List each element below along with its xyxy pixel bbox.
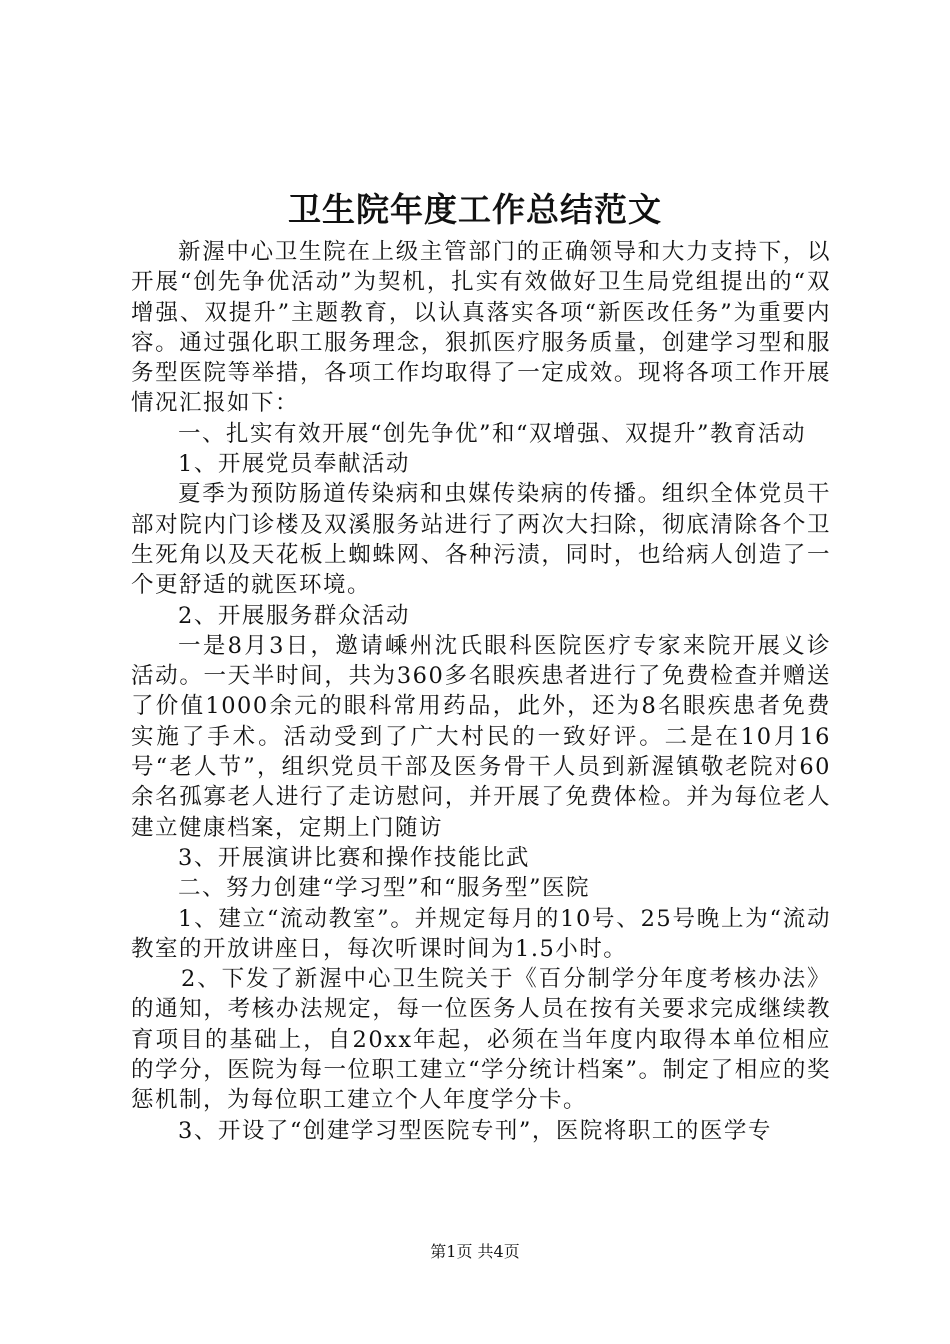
section-heading-2: 二、努力创建“学习型”和“服务型”医院 [178, 875, 591, 902]
paragraph-1-1: 夏季为预防肠道传染病和虫媒传染病的传播。组织全体党员干部对院内门诊楼及双溪服务站进行了两次大扫除，彻底清除各个卫生死角以及天花板上蜘蛛网、各种污渍，同时，也给病人创造了一个更舒适的就医环境。 [131, 481, 831, 599]
paragraph-2-2: 2、下发了新渥中心卫生院关于《百分制学分年度考核办法》的通知，考核办法规定，每一位医务人员在按有关要求完成继续教育项目的基础上，自20xx年起，必须在当年度内取得本单位相应的学分，医院为每一位职工建立“学分统计档案”。制定了相应的奖惩机制，为每位职工建立个人年度学分卡。 [131, 966, 831, 1114]
paragraph-2-3: 3、开设了“创建学习型医院专刊”，医院将职工的医学专 [178, 1117, 772, 1144]
paragraph-1-2: 一是8月3日，邀请嵊州沈氏眼科医院医疗专家来院开展义诊活动。一天半时间，共为360多名眼疾患者进行了免费检查并赠送了价值1000余元的眼科常用药品，此外，还为8名眼疾患者免费实施了手术。活动受到了广大村民的一致好评。二是在10月16号“老人节”，组织党员干部及医务骨干人员到新渥镇敬老院对60余名孤寡老人进行了走访慰问，并开展了免费体检。并为每位老人建立健康档案，定期上门随访 [131, 632, 831, 841]
paragraph-intro: 新渥中心卫生院在上级主管部门的正确领导和大力支持下，以开展“创先争优活动”为契机，扎实有效做好卫生局党组提出的“双增强、双提升”主题教育，以认真落实各项“新医改任务”为重要内容。通过强化职工服务理念，狠抓医疗服务质量，创建学习型和服务型医院等举措，各项工作均取得了一定成效。现将各项工作开展情况汇报如下： [131, 239, 831, 417]
paragraph-2-1: 1、建立“流动教室”。并规定每月的10号、25号晚上为“流动教室的开放讲座日，每次听课时间为1.5小时。 [131, 905, 831, 962]
document-title: 卫生院年度工作总结范文 [288, 190, 662, 229]
page-footer: 第1页 共4页 [430, 1242, 520, 1261]
section-heading-1: 一、扎实有效开展“创先争优”和“双增强、双提升”教育活动 [178, 420, 807, 447]
document-body [131, 237, 831, 1146]
subheading-1-1: 1、开展党员奉献活动 [178, 451, 410, 478]
subheading-1-3: 3、开展演讲比赛和操作技能比武 [178, 844, 530, 871]
subheading-1-2: 2、开展服务群众活动 [178, 602, 410, 629]
